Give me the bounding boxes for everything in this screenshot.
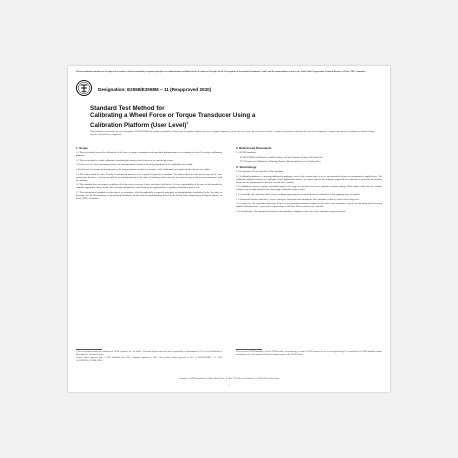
designation: Designation: E2558/E2558M − 11 (Reapproved 2020) <box>98 87 212 92</box>
paragraph: 1.6 This standard does not purport to address all of the safety concerns, if any, associated with its use. It is the responsibility of the user of this standard to establish appropriate safety, health, and environmental practices and determine the applicability of regulatory limitations prior to use. <box>76 183 222 190</box>
footnote-rule-right <box>236 349 262 350</box>
document-header <box>76 80 382 100</box>
footnote: 1 This test method is under the jurisdiction of ASTM Committee E17 on Vehicle - Pavement Systems and is the direct responsibility of Subcommittee E17.21 on Field Methods for Measuring Tire Pavement Friction. <box>76 351 222 356</box>
paragraph: 1.7 This international standard was developed in accordance with internationally recognized principles on standardization established in the Decision on Principles for the Development of International Standards, Guides and Recommendations issued by the World Trade Organization Technical Barriers to Trade (TBT) Committee. <box>76 190 222 200</box>
footnotes-right <box>236 351 382 357</box>
footnote-rule-left <box>76 349 102 350</box>
left-column <box>76 146 222 201</box>
footnote: 2 For referenced ASTM standards, visit the ASTM website, www.astm.org, or contact ASTM Customer Service at service@astm.org. For Annual Book of ASTM Standards volume information, refer to the standard's Document Summary page on the ASTM website. <box>236 351 382 356</box>
paragraph: 3.1.3 crosstalk—the undesired effect of force readings appearing on an unloaded axis of a transducer while applying force to another. <box>236 193 361 197</box>
title-line-3-text: Calibration Platform (User Level) <box>90 121 187 129</box>
paragraph: 3.1 Definitions of Terms Specific to This Standard: <box>236 170 284 174</box>
title-line-1: Standard Test Method for <box>90 105 165 112</box>
paragraph: 1.3 In the case of a force-measuring system, the instrumentation readout is directly proportional to the calibration force input. <box>76 163 193 167</box>
paragraph: 1.5 The values stated in either SI units or inch-pound units are to be regarded separately as standard. The values stated in each system may not be exact equivalents; therefore, each system shall be used independently of the other. Combining values from the two systems may result in nonconformance with the standard. <box>76 172 222 182</box>
copyright-line: Copyright © ASTM International, 100 Barr Harbor Drive, PO Box C700, West Conshohocken, PA 19428-2959. United States <box>178 378 280 380</box>
footnote: Current edition approved May 1, 2020. Published June 2020. Originally approved in 2007. Last previous edition approved in 2011 as E2558/E2558M – 11. DOI: 10.1520/E2558_E2558M-11R20. <box>76 357 222 362</box>
paragraph: 1.2 This test method is a static calibration, translating the traction force between a tire and the pavement. <box>76 158 174 162</box>
title-line-2: Calibrating a Wheel Force or Torque Transducer Using a <box>90 112 256 120</box>
paragraph: 3.1.5 hysteresis—the maximum difference between corresponding transducer outputs (of the wheel force transducer system) at increasing and decreasing applied calibration force, expressed as a percentage of full load. Proven surfaces are excluded. <box>236 202 382 209</box>
paragraph: 3.1.6 nonlinearity—the maximum deviation of the transducer output(s) of the wheel force transducer system from the <box>236 209 346 213</box>
section-heading: 3. Terminology <box>236 164 257 169</box>
astm-logo-icon <box>76 80 92 96</box>
right-column <box>236 146 382 214</box>
title-line-3 <box>90 120 340 129</box>
wto-notice: This international standard was developed in accordance with internationally recognized principles on standardization established in the Decision on Principles for the Development of International Standards, Guides and Recommendations issued by the World Trade Organization Technical Barriers to Trade (TBT) Committee. <box>76 71 367 73</box>
section-heading: 2. Referenced Documents <box>236 146 272 150</box>
document-title <box>90 105 340 129</box>
section-heading: 1. Scope <box>76 146 88 150</box>
standard-note: This standard is issued under the fixed designation E2558/E2558M; the number immediately following the designation indicates the year of original adoption or, in the case of revision, the year of last revision. A number in parentheses indicates the year of last reapproval. A superscript epsilon (ε) indicates an editorial change since the last revision or reapproval. <box>90 131 375 136</box>
paragraph: E274/E274M Test Method for Skid Resistance of Paved Surfaces Using a Full-Scale Tire <box>240 155 324 159</box>
paragraph: 3.1.2 calibration reference inputs—repeatable inputs in the range of expected wheel force transducer system loading. These inputs could either be constant voltages or preferably produced by a strain-gage calibration shunt resistor. <box>236 185 382 192</box>
paragraph: 3.1.1 calibration platform—a moving platform for applying a force to the contact plane of a tire, and associated means for measuring the applied force. The calibration platform consists of a rigid plate with a high-friction surface, in contact with the tire footprint, supported on a frictionless, preferably air, bearing. It may also be instrumented to measure vertical forces (loads). <box>236 174 382 184</box>
footnotes-left <box>76 351 222 363</box>
paragraph: 3.1.4 horizontal traction (traction)—a force acting in a horizontal axis through the wheel transducer; that is, locked wheel drag force. <box>236 197 360 201</box>
document-page <box>68 66 390 392</box>
title-footnote-mark: 1 <box>186 120 189 125</box>
paragraph: 1.1 This test method covers the calibration of the force (or torque) transducer and associated instrumentation of a rotating test wheel by using a calibration platform. <box>76 151 222 158</box>
page-number: 1 <box>228 384 230 387</box>
paragraph: 2.1 ASTM Standards: <box>236 151 257 155</box>
paragraph: 1.4 In the case of a torque-measuring system, the instrumentation readout is a measure of the calibration force input and the effective tire radius. <box>76 167 211 171</box>
paragraph: F377 Practice for Calibration of Braking/Tractive Measuring Devices for Testing Tires <box>240 160 321 164</box>
